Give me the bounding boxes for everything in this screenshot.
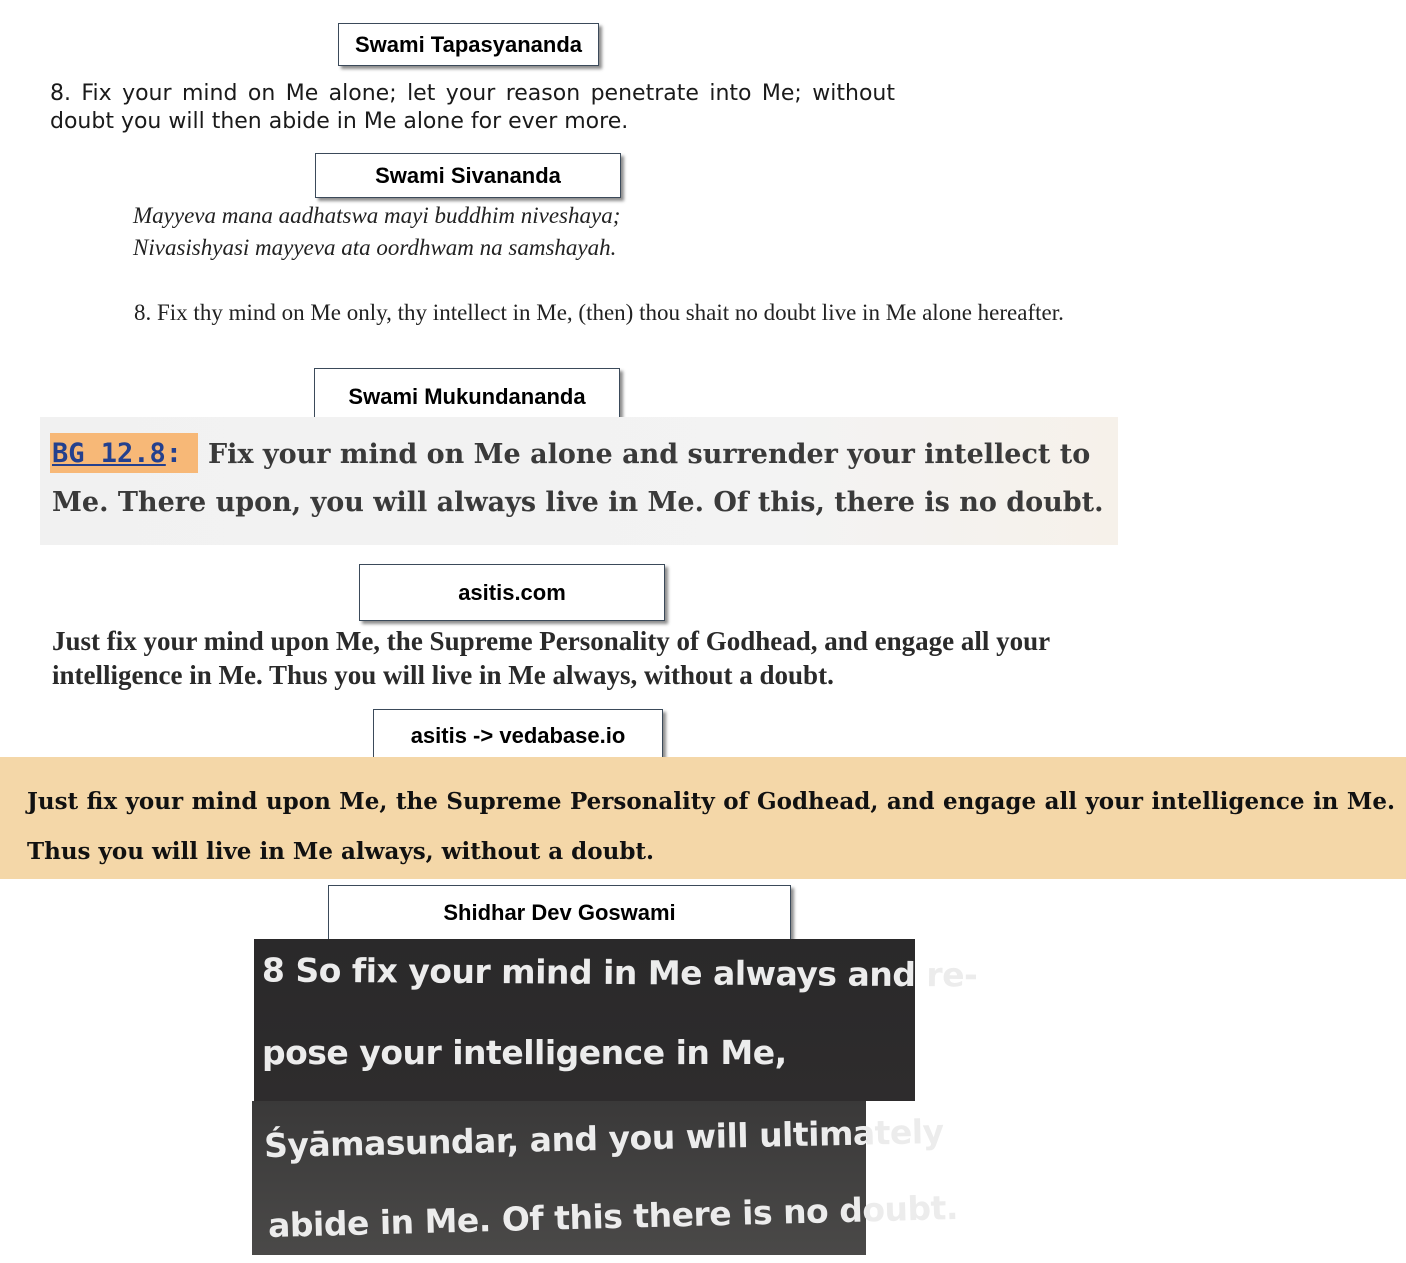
- goswami-line-4: abide in Me. Of this there is no doubt.: [267, 1187, 959, 1246]
- tapasyananda-translation: 8. Fix your mind on Me alone; let your reason penetrate into Me; without doubt you will then abide in Me alone for ever more.: [50, 81, 895, 134]
- goswami-line-2: pose your intelligence in Me,: [262, 1033, 787, 1072]
- verse-line-2: Nivasishyasi mayyeva ata oordhwam na samshayah.: [133, 235, 617, 260]
- mukundananda-panel: [40, 417, 1118, 545]
- goswami-line-3: Śyāmasundar, and you will ultimately: [263, 1111, 944, 1166]
- asitis-translation: Just fix your mind upon Me, the Supreme Personality of Godhead, and engage all your intelligence in Me. Thus you will live in Me always, without a doubt.: [52, 626, 1050, 690]
- goswami-photo-excerpt-1: [254, 939, 978, 1101]
- heading-mukundananda: Swami Mukundananda: [314, 368, 620, 426]
- goswami-line-1: 8 So fix your mind in Me always and re-: [261, 950, 978, 995]
- heading-asitis: asitis.com: [359, 564, 665, 621]
- mukundananda-translation: Fix your mind on Me alone and surrender your intellect to Me. There upon, you will always live in Me. Of this, there is no doubt.: [52, 439, 1104, 518]
- sivananda-sanskrit-verse: [133, 200, 620, 264]
- heading-vedabase: asitis -> vedabase.io: [373, 709, 663, 762]
- verse-reference-colon: :: [165, 437, 183, 469]
- sivananda-translation: 8. Fix thy mind on Me only, thy intellect in Me, (then) thou shait no doubt live in Me alone hereafter.: [134, 300, 1064, 325]
- heading-tapasyananda: Swami Tapasyananda: [338, 23, 599, 66]
- goswami-photo-excerpt-2: [252, 1101, 959, 1255]
- vedabase-panel: [0, 757, 1406, 879]
- heading-goswami: Shidhar Dev Goswami: [328, 885, 791, 941]
- heading-sivananda: Swami Sivananda: [315, 153, 621, 198]
- vedabase-translation: Just fix your mind upon Me, the Supreme Personality of Godhead, and engage all your intelligence in Me. Thus you will live in Me always, without a doubt.: [27, 788, 1395, 865]
- verse-reference-link[interactable]: BG 12.8: [52, 437, 166, 469]
- verse-line-1: Mayyeva mana aadhatswa mayi buddhim niveshaya;: [133, 203, 621, 228]
